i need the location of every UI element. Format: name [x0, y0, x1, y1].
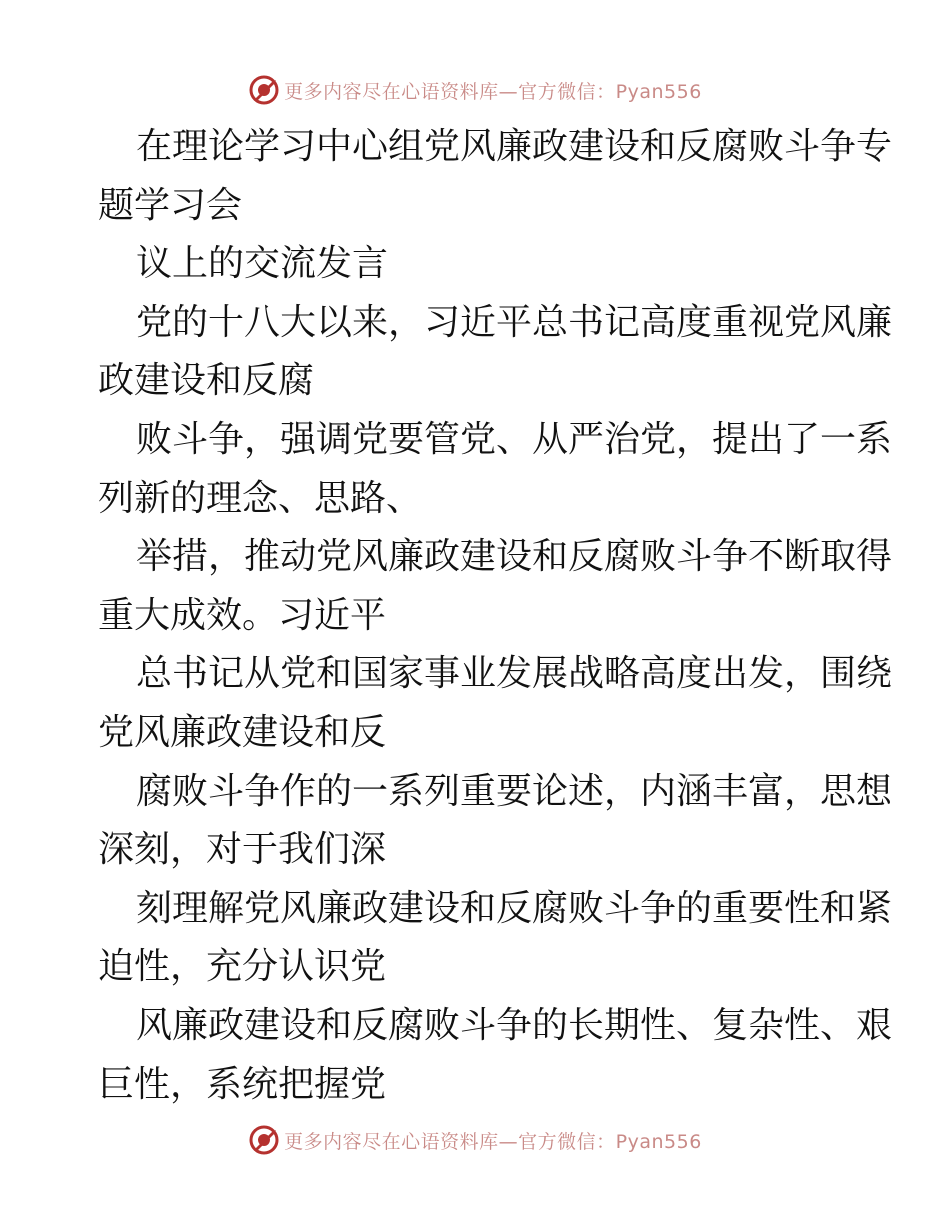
text-line: 列新的理念、思路、 — [98, 477, 423, 519]
text-line: 腐败斗争作的一系列重要论述，内涵丰富，思想 — [136, 770, 893, 812]
text-line: 题学习会 — [98, 184, 243, 226]
text-line: 举措，推动党风廉政建设和反腐败斗争不断取得 — [136, 536, 893, 578]
text-line: 深刻，对于我们深 — [98, 829, 387, 871]
text-line: 党的十八大以来，习近平总书记高度重视党风廉 — [136, 301, 893, 343]
text-line: 党风廉政建设和反 — [98, 711, 387, 753]
header-watermark — [0, 70, 950, 110]
document-body — [98, 118, 893, 1114]
footer-watermark — [0, 1120, 950, 1160]
text-line: 刻理解党风廉政建设和反腐败斗争的重要性和紧 — [136, 887, 893, 929]
text-line: 重大成效。习近平 — [98, 594, 387, 636]
watermark-text: 更多内容尽在心语资料库—官方微信：Pyan556 — [284, 80, 702, 103]
text-line: 总书记从党和国家事业发展战略高度出发，围绕 — [136, 653, 893, 695]
logo-icon — [248, 1124, 280, 1156]
text-line: 巨性，系统把握党 — [98, 1063, 387, 1105]
text-line: 在理论学习中心组党风廉政建设和反腐败斗争专 — [136, 126, 893, 167]
text-line: 政建设和反腐 — [98, 360, 315, 402]
text-line: 败斗争，强调党要管党、从严治党，提出了一系 — [136, 418, 893, 460]
watermark-text: 更多内容尽在心语资料库—官方微信：Pyan556 — [284, 1130, 702, 1153]
text-line: 议上的交流发言 — [136, 243, 389, 285]
text-line: 迫性，充分认识党 — [98, 946, 387, 988]
text-line: 风廉政建设和反腐败斗争的长期性、复杂性、艰 — [136, 1004, 893, 1046]
logo-icon — [248, 74, 280, 106]
